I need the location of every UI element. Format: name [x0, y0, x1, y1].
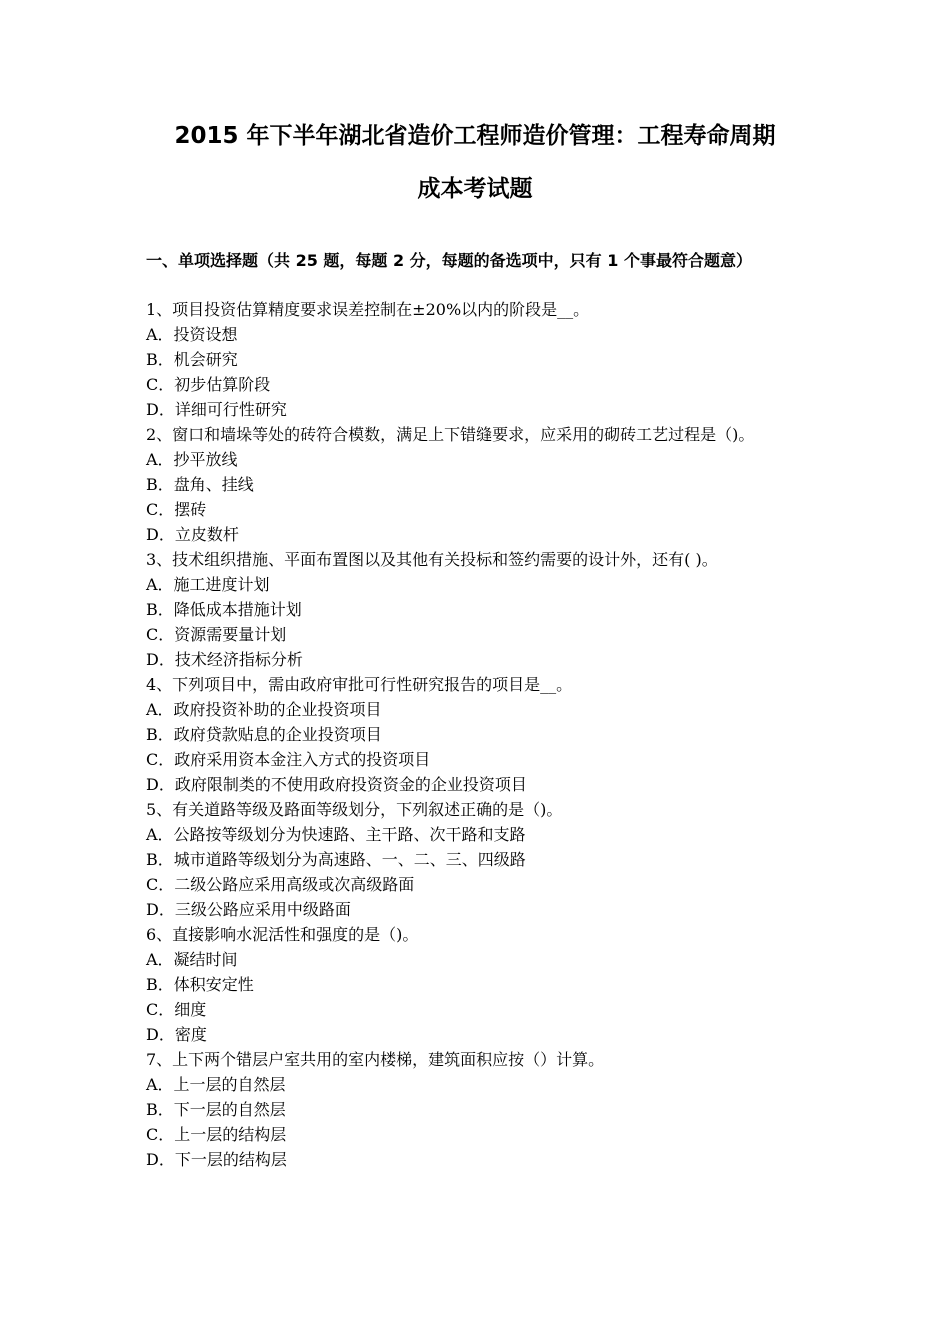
question-option: D．政府限制类的不使用政府投资资金的企业投资项目: [146, 775, 527, 794]
question-option: C．二级公路应采用高级或次高级路面: [146, 875, 415, 894]
question-option: A．凝结时间: [146, 950, 238, 969]
question-item: [146, 1047, 810, 1172]
question-stem: 2、窗口和墙垛等处的砖符合模数，满足上下错缝要求，应采用的砌砖工艺过程是（)。: [146, 425, 755, 444]
question-option: C．细度: [146, 1000, 207, 1019]
question-item: [146, 422, 810, 547]
question-option: B．盘角、挂线: [146, 475, 254, 494]
question-stem: 7、上下两个错层户室共用的室内楼梯，建筑面积应按（）计算。: [146, 1050, 605, 1069]
question-stem: 3、技术组织措施、平面布置图以及其他有关投标和签约需要的设计外，还有( )。: [146, 550, 718, 569]
document-title-line-1: 2015 年下半年湖北省造价工程师造价管理：工程寿命周期: [174, 123, 776, 149]
question-option: B．降低成本措施计划: [146, 600, 302, 619]
question-option: D．立皮数杆: [146, 525, 239, 544]
question-option: A．抄平放线: [146, 450, 238, 469]
question-option: B．机会研究: [146, 350, 238, 369]
question-option: C．上一层的结构层: [146, 1125, 287, 1144]
question-option: D．详细可行性研究: [146, 400, 287, 419]
question-option: A．政府投资补助的企业投资项目: [146, 700, 382, 719]
question-option: D．下一层的结构层: [146, 1150, 287, 1169]
question-stem: 4、下列项目中，需由政府审批可行性研究报告的项目是__。: [146, 675, 573, 694]
question-option: D．三级公路应采用中级路面: [146, 900, 351, 919]
question-option: C．初步估算阶段: [146, 375, 271, 394]
question-option: A．上一层的自然层: [146, 1075, 286, 1094]
question-stem: 1、项目投资估算精度要求误差控制在±20%以内的阶段是__。: [146, 300, 590, 319]
question-option: A．施工进度计划: [146, 575, 270, 594]
document-title-line-2: 成本考试题: [417, 176, 533, 202]
question-stem: 5、有关道路等级及路面等级划分，下列叙述正确的是（)。: [146, 800, 563, 819]
question-item: [146, 797, 810, 922]
question-item: [146, 672, 810, 797]
question-option: B．体积安定性: [146, 975, 254, 994]
question-option: D．技术经济指标分析: [146, 650, 303, 669]
question-option: B．城市道路等级划分为高速路、一、二、三、四级路: [146, 850, 526, 869]
question-item: [146, 922, 810, 1047]
question-list: [146, 297, 810, 1172]
question-option: A．公路按等级划分为快速路、主干路、次干路和支路: [146, 825, 526, 844]
question-option: D．密度: [146, 1025, 207, 1044]
section-heading: 一、单项选择题（共 25 题，每题 2 分，每题的备选项中，只有 1 个事最符合题意）: [146, 251, 752, 270]
question-option: A．投资设想: [146, 325, 238, 344]
question-stem: 6、直接影响水泥活性和强度的是（)。: [146, 925, 419, 944]
question-item: [146, 297, 810, 422]
question-option: C．摆砖: [146, 500, 207, 519]
question-option: C．政府采用资本金注入方式的投资项目: [146, 750, 431, 769]
question-option: B．下一层的自然层: [146, 1100, 286, 1119]
question-item: [146, 547, 810, 672]
question-option: B．政府贷款贴息的企业投资项目: [146, 725, 382, 744]
question-option: C．资源需要量计划: [146, 625, 287, 644]
